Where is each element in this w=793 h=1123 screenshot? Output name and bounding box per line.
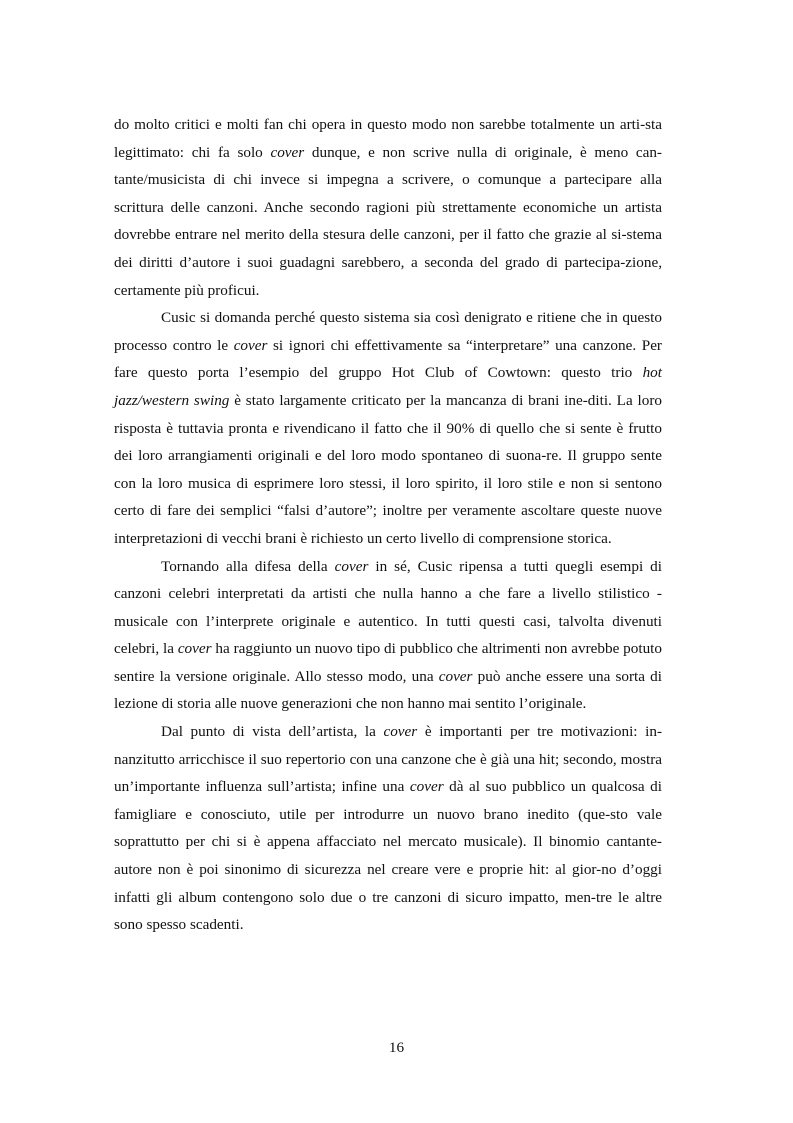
italic-term: cover [233, 336, 268, 354]
text-run: dunque, e non scrive nulla di originale, è meno can-tante/musicista di chi invece si impegna a scrivere, o comunque a partecipare alla scrittura delle canzoni. Anche secondo ragioni più strettamente economiche un artista dovrebbe entrare nel merito della stesura delle canzoni, per il fatto che grazie al si-stema dei diritti d’autore i suoi guadagni sarebbero, a seconda del grado di partecipa-zione, certamente più proficui. [114, 143, 662, 299]
text-run: ha raggiunto un nuovo tipo di pubblico che altrimenti non avrebbe potuto sentire la versione originale. Allo stesso modo, una [114, 640, 662, 685]
text-run: Cusic si domanda perché questo sistema sia così denigrato e ritiene che in questo processo contro le [114, 309, 662, 354]
text-run: do molto critici e molti fan chi opera in questo modo non sarebbe totalmente un arti-sta legittimato: chi fa solo [114, 116, 662, 161]
text-run: dà al suo pubblico un qualcosa di famigliare e conosciuto, utile per introdurre un nuovo brano inedito (que-sto vale soprattutto per chi si è appena affacciato nel mercato musicale). Il binomio cantante-autore non è poi sinonimo di sicurezza nel creare vere e proprie hit: al gior-no d’oggi infatti gli album contengono solo due o tre canzoni di sicuro impatto, men-tre le altre sono spesso scadenti. [114, 778, 662, 934]
paragraph-2 [114, 304, 662, 552]
text-run: è stato largamente criticato per la mancanza di brani ine-diti. La loro risposta è tuttavia pronta e rivendicano il fatto che il 90% di quello che si sente è frutto dei loro arrangiamenti originali e del loro modo spontaneo di suona-re. Il gruppo sente con la loro musica di esprimere loro stessi, il loro spirito, il loro stile e non si sentono certo di fare dei semplici “falsi d’autore”; inoltre per veramente ascoltare queste nuove interpretazioni di vecchi brani è richiesto un certo livello di comprensione storica. [114, 391, 662, 547]
text-run: si ignori chi effettivamente sa “interpretare” una canzone. Per fare questo porta l’esempio del gruppo Hot Club of Cowtown: questo trio [114, 336, 662, 382]
italic-term: cover [270, 143, 305, 161]
italic-term: cover [383, 723, 418, 741]
page-number: 16 [388, 1039, 405, 1056]
text-run: Tornando alla difesa della [161, 557, 335, 575]
italic-term: cover [409, 778, 444, 796]
text-run: può anche essere una sorta di lezione di storia alle nuove generazioni che non hanno mai sentito l’originale. [114, 667, 662, 713]
italic-term: cover [334, 557, 369, 575]
text-run: è importanti per tre motivazioni: in-nanzitutto arricchisce il suo repertorio con una canzone che è già una hit; secondo, mostra un’importante influenza sull’artista; infine una [114, 723, 663, 796]
body-text [114, 111, 662, 939]
text-run: Dal punto di vista dell’artista, la [161, 723, 384, 741]
italic-term: cover [177, 640, 212, 658]
paragraph-3 [114, 553, 662, 719]
paragraph-4 [114, 718, 662, 939]
italic-term: hot jazz/western swing [114, 364, 662, 409]
text-run: in sé, Cusic ripensa a tutti quegli esempi di canzoni celebri interpretati da artisti che nulla hanno a che fare a livello stilistico - musicale con l’interprete originale e autentico. In tutti questi casi, talvolta divenuti celebri, la [114, 557, 662, 658]
italic-term: cover [438, 667, 473, 685]
paragraph-1 [114, 111, 662, 304]
